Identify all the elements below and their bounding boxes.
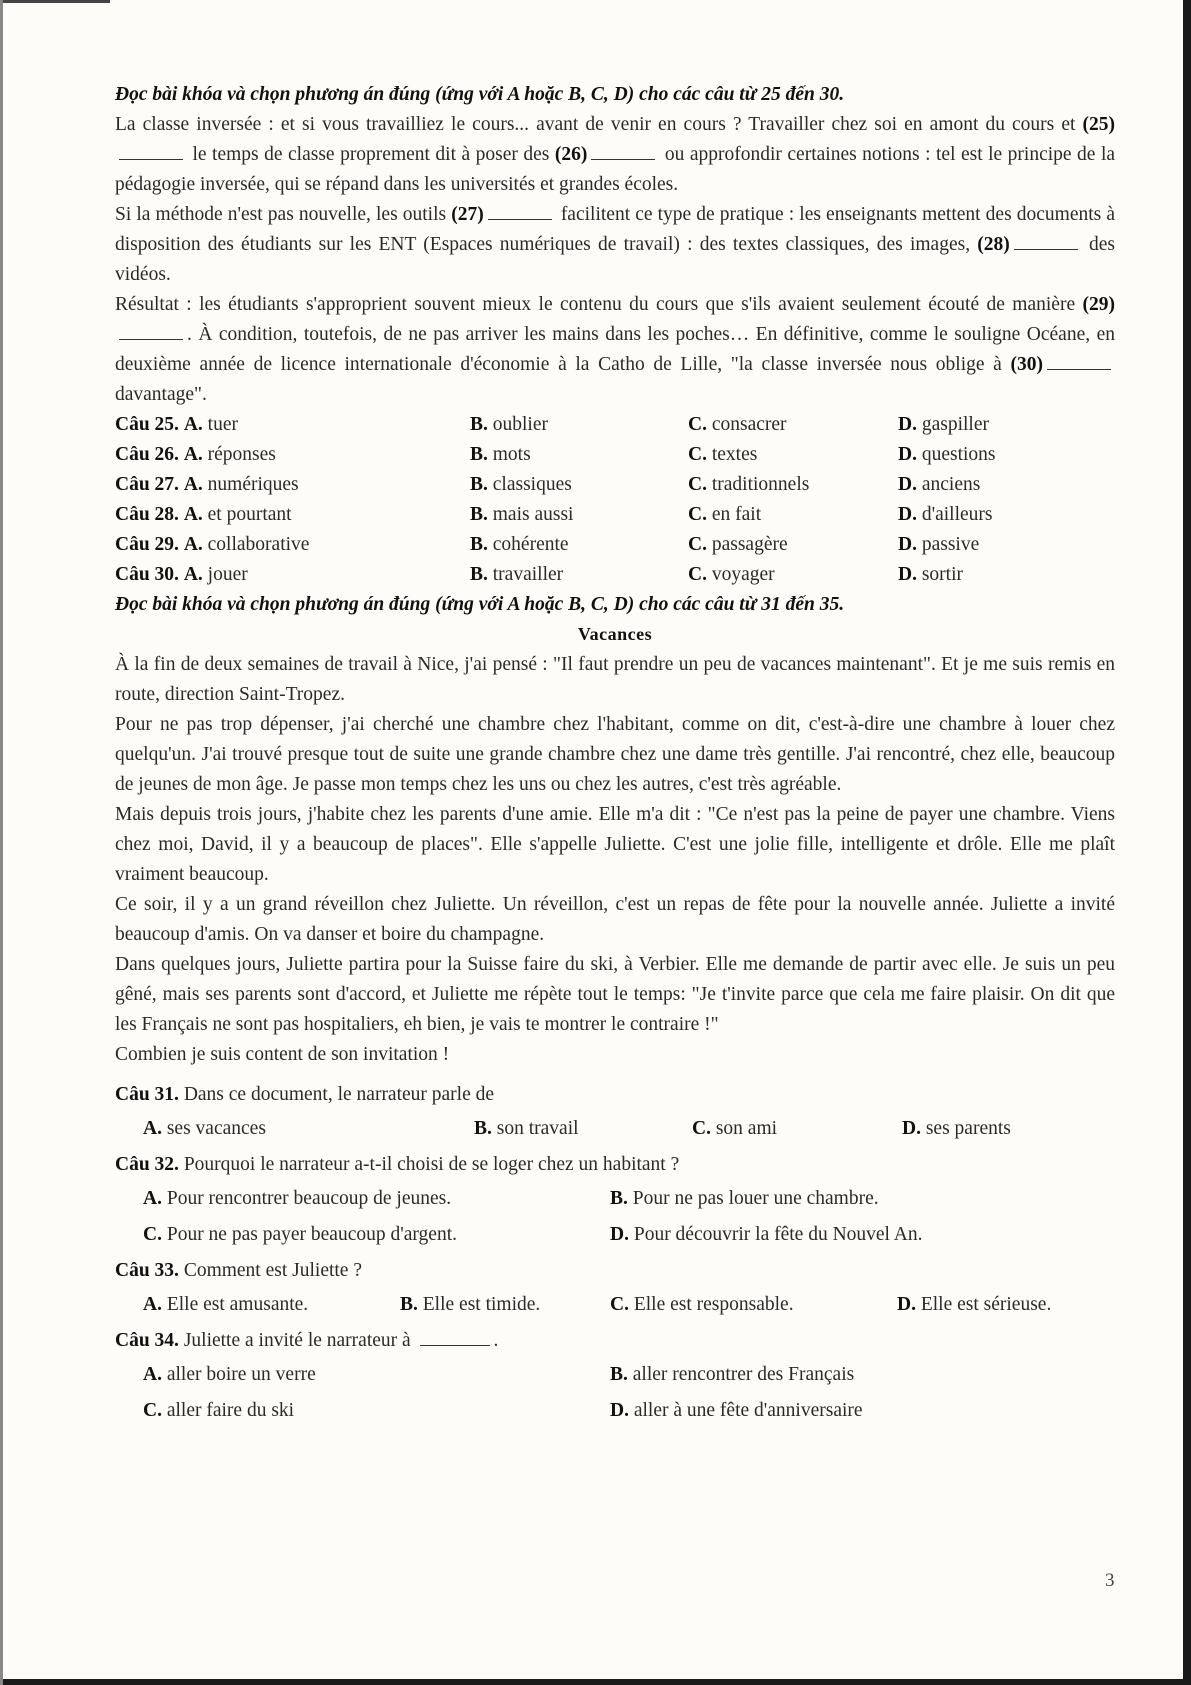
option-letter: B. xyxy=(470,474,488,495)
option-text: Pour rencontrer beaucoup de jeunes. xyxy=(166,1188,452,1209)
question-33 xyxy=(115,1256,1115,1286)
blank-number-28: (28) xyxy=(977,234,1010,255)
passage2-paragraph: Ce soir, il y a un grand réveillon chez Juliette. Un réveillon, c'est un repas de fête pour la nouvelle année. Juliette a invité beaucoup d'amis. On va danser et boire du champagne. xyxy=(115,894,1115,945)
question-34-options-row1 xyxy=(115,1360,1115,1390)
option-text: traditionnels xyxy=(711,474,810,495)
option-letter: C. xyxy=(610,1294,629,1315)
option-c xyxy=(688,440,898,470)
passage2-paragraph: À la fin de deux semaines de travail à Nice, j'ai pensé : "Il faut prendre un peu de vacances maintenant". Et je me suis remis en route, direction Saint-Tropez. xyxy=(115,654,1115,705)
option-text: réponses xyxy=(207,444,276,465)
blank-27 xyxy=(488,203,552,220)
option-b xyxy=(470,470,688,500)
option-letter: D. xyxy=(898,474,917,495)
text: Résultat : les étudiants s'approprient souvent mieux le contenu du cours que s'ils avaient seulement écouté de manière xyxy=(115,294,1076,315)
option-text: voyager xyxy=(711,564,775,585)
option-c xyxy=(688,410,898,440)
option-text: ses parents xyxy=(925,1118,1011,1139)
option-letter: B. xyxy=(470,504,488,525)
options-row xyxy=(115,470,1115,500)
question-32-options-row1 xyxy=(115,1184,1115,1214)
option-letter: A. xyxy=(143,1294,162,1315)
option-letter: C. xyxy=(143,1400,162,1421)
passage1-paragraph2 xyxy=(115,200,1115,290)
option-text: son travail xyxy=(496,1118,579,1139)
passage2-paragraph: Mais depuis trois jours, j'habite chez les parents d'une amie. Elle m'a dit : "Ce n'est pas la peine de payer une chambre. Viens chez moi, David, il y a beaucoup de places". Elle s'appelle Juliette. C'est une jolie fille, intelligente et drôle. Elle me plaît vraiment beaucoup. xyxy=(115,804,1115,885)
option-c xyxy=(692,1114,902,1144)
option-letter: A. xyxy=(183,444,203,465)
passage2-paragraph: Pour ne pas trop dépenser, j'ai cherché une chambre chez l'habitant, comme on dit, c'est-à-dire une chambre à louer chez quelqu'un. J'ai trouvé presque tout de suite une grande chambre chez une dame très gentille. J'ai rencontré, chez elle, beaucoup de jeunes de mon âge. Je passe mon temps chez les uns ou chez les autres, c'est très agréable. xyxy=(115,714,1115,795)
option-text: numériques xyxy=(207,474,299,495)
option-letter: D. xyxy=(897,1294,916,1315)
text: facilitent ce type de pratique : les enseignants mettent des documents à disposition des étudiants sur les ENT (Espaces numériques de travail) : des textes classiques, des images, xyxy=(115,204,1116,255)
option-text: mais aussi xyxy=(492,504,574,525)
question-34-options-row2 xyxy=(115,1396,1115,1426)
option-letter: B. xyxy=(470,444,488,465)
text: Si la méthode n'est pas nouvelle, les outils xyxy=(115,204,447,225)
option-d xyxy=(898,470,1115,500)
option-text: aller boire un verre xyxy=(166,1364,316,1385)
option-letter: D. xyxy=(898,564,917,585)
option-b xyxy=(470,530,688,560)
option-d xyxy=(898,560,1115,590)
blank-28 xyxy=(1014,233,1078,250)
option-a xyxy=(143,1290,400,1320)
option-letter: B. xyxy=(400,1294,418,1315)
option-letter: A. xyxy=(183,534,203,555)
passage1-paragraph1 xyxy=(115,110,1115,200)
option-c xyxy=(688,530,898,560)
options-body xyxy=(115,410,1115,590)
option-text: mots xyxy=(492,444,531,465)
option-text: et pourtant xyxy=(207,504,292,525)
passage1-paragraph3 xyxy=(115,290,1115,410)
option-c xyxy=(688,560,898,590)
blank-number-27: (27) xyxy=(451,204,484,225)
option-letter: B. xyxy=(470,414,488,435)
option-d xyxy=(898,440,1115,470)
passage2-paragraph: Dans quelques jours, Juliette partira pour la Suisse faire du ski, à Verbier. Elle me demande de partir avec elle. Je suis un peu gêné, mais ses parents sont d'accord, et Juliette me répète tout le temps: "Je t'invite parce que cela me faire plaisir. On dit que les Français ne sont pas hospitaliers, eh bien, je vais te montrer le contraire !" xyxy=(115,954,1115,1035)
option-letter: C. xyxy=(692,1118,711,1139)
blank-number-25: (25) xyxy=(1082,114,1116,135)
option-text: consacrer xyxy=(711,414,787,435)
option-letter: B. xyxy=(610,1188,628,1209)
option-text: oublier xyxy=(492,414,548,435)
option-text: classiques xyxy=(492,474,572,495)
question-32-options-row2 xyxy=(115,1220,1115,1250)
question-34 xyxy=(115,1326,1115,1356)
option-letter: B. xyxy=(610,1364,628,1385)
page-content xyxy=(115,80,1115,1432)
option-letter: C. xyxy=(688,534,707,555)
option-text: Elle est amusante. xyxy=(166,1294,309,1315)
blank-30 xyxy=(1047,353,1111,370)
option-b xyxy=(470,440,688,470)
option-letter: A. xyxy=(183,414,203,435)
text: le temps de classe proprement dit à poser des xyxy=(192,144,550,165)
option-letter: A. xyxy=(183,474,203,495)
option-letter: C. xyxy=(688,474,707,495)
option-c xyxy=(143,1396,610,1426)
scan-left-edge xyxy=(0,0,3,1685)
option-a xyxy=(115,560,470,590)
question-label: Câu 31. xyxy=(115,1084,179,1105)
blank-number-29: (29) xyxy=(1082,294,1116,315)
blank-25 xyxy=(119,143,183,160)
option-c xyxy=(610,1290,897,1320)
question-label: Câu 33. xyxy=(115,1260,179,1281)
text: La classe inversée : et si vous travailliez le cours... avant de venir en cours ? Travailler chez soi en amont du cours et xyxy=(115,114,1076,135)
option-letter: D. xyxy=(898,444,917,465)
question-34-blank xyxy=(420,1329,490,1346)
option-a xyxy=(115,470,470,500)
option-text: aller rencontrer des Français xyxy=(632,1364,855,1385)
option-letter: C. xyxy=(688,444,707,465)
option-b xyxy=(470,410,688,440)
option-a xyxy=(143,1184,610,1214)
option-letter: D. xyxy=(898,534,917,555)
option-b xyxy=(610,1360,854,1390)
option-letter: A. xyxy=(183,504,203,525)
passage2-title: Vacances xyxy=(577,624,653,644)
options-row xyxy=(115,440,1115,470)
option-a xyxy=(115,500,470,530)
options-table-25-30 xyxy=(115,410,1115,590)
option-letter: C. xyxy=(143,1224,162,1245)
option-d xyxy=(898,530,1115,560)
option-letter: D. xyxy=(610,1400,629,1421)
option-letter: D. xyxy=(898,504,917,525)
question-label: Câu 32. xyxy=(115,1154,179,1175)
option-text: aller faire du ski xyxy=(166,1400,295,1421)
option-letter: B. xyxy=(470,534,488,555)
options-row xyxy=(115,530,1115,560)
option-a xyxy=(115,410,470,440)
question-33-options xyxy=(115,1290,1115,1320)
text: des vidéos. xyxy=(115,234,1116,285)
option-d xyxy=(897,1290,1051,1320)
option-text: Elle est responsable. xyxy=(633,1294,794,1315)
option-text: Pour ne pas louer une chambre. xyxy=(632,1188,879,1209)
option-text: passagère xyxy=(711,534,788,555)
option-text: sortir xyxy=(921,564,964,585)
option-text: textes xyxy=(711,444,758,465)
option-text: anciens xyxy=(921,474,981,495)
option-d xyxy=(610,1220,922,1250)
option-letter: B. xyxy=(470,564,488,585)
option-text: d'ailleurs xyxy=(921,504,993,525)
instruction-25-30: Đọc bài khóa và chọn phương án đúng (ứng với A hoặc B, C, D) cho các câu từ 25 đến 30. xyxy=(115,84,845,105)
option-letter: A. xyxy=(143,1364,162,1385)
question-31 xyxy=(115,1080,1115,1110)
option-b xyxy=(474,1114,692,1144)
option-letter: C. xyxy=(688,504,707,525)
option-letter: B. xyxy=(474,1118,492,1139)
instruction-31-35: Đọc bài khóa và chọn phương án đúng (ứng với A hoặc B, C, D) cho các câu từ 31 đến 35. xyxy=(115,594,845,615)
option-d xyxy=(898,500,1115,530)
passage2-body xyxy=(115,650,1115,1070)
text: . À condition, toutefois, de ne pas arriver les mains dans les poches… En définitive, comme le souligne Océane, en deuxième année de licence internationale d'économie à la Catho de Lille, "la classe inversée nous oblige à xyxy=(115,324,1115,375)
option-text: questions xyxy=(921,444,996,465)
option-letter: A. xyxy=(143,1118,162,1139)
option-letter: D. xyxy=(902,1118,921,1139)
option-c xyxy=(688,470,898,500)
question-31-options xyxy=(115,1114,1115,1144)
question-label: Câu 34. xyxy=(115,1330,179,1351)
question-text: Pourquoi le narrateur a-t-il choisi de se loger chez un habitant ? xyxy=(183,1154,680,1175)
option-text: tuer xyxy=(207,414,238,435)
option-d xyxy=(610,1396,863,1426)
blank-number-30: (30) xyxy=(1010,354,1043,375)
options-row xyxy=(115,410,1115,440)
option-c xyxy=(143,1220,610,1250)
option-text: Pour découvrir la fête du Nouvel An. xyxy=(633,1224,923,1245)
options-row xyxy=(115,560,1115,590)
text: ou approfondir certaines notions : tel est le principe de la pédagogie inversée, qui se répand dans les universités et grandes écoles. xyxy=(115,144,1116,195)
option-text: Elle est timide. xyxy=(422,1294,541,1315)
option-text: travailler xyxy=(492,564,564,585)
option-text: aller à une fête d'anniversaire xyxy=(633,1400,863,1421)
option-text: ses vacances xyxy=(166,1118,266,1139)
text: davantage". xyxy=(115,384,207,405)
question-label: Câu 26. xyxy=(115,444,179,465)
option-text: son ami xyxy=(715,1118,778,1139)
option-d xyxy=(902,1114,1011,1144)
option-a xyxy=(115,530,470,560)
option-text: Elle est sérieuse. xyxy=(920,1294,1052,1315)
question-label: Câu 27. xyxy=(115,474,179,495)
option-letter: A. xyxy=(183,564,203,585)
option-text: passive xyxy=(921,534,980,555)
option-text: jouer xyxy=(207,564,248,585)
option-text: cohérente xyxy=(492,534,569,555)
question-text: Dans ce document, le narrateur parle de xyxy=(183,1084,495,1105)
question-32 xyxy=(115,1150,1115,1180)
blank-29 xyxy=(119,323,183,340)
option-text: Pour ne pas payer beaucoup d'argent. xyxy=(166,1224,457,1245)
option-letter: C. xyxy=(688,564,707,585)
blank-number-26: (26) xyxy=(554,144,588,165)
option-text: collaborative xyxy=(207,534,310,555)
question-label: Câu 25. xyxy=(115,414,179,435)
options-row xyxy=(115,500,1115,530)
option-a xyxy=(115,440,470,470)
page-number: 3 xyxy=(1105,1570,1115,1591)
option-letter: C. xyxy=(688,414,707,435)
option-letter: D. xyxy=(898,414,917,435)
option-c xyxy=(688,500,898,530)
option-d xyxy=(898,410,1115,440)
option-a xyxy=(143,1360,610,1390)
question-end: . xyxy=(493,1330,499,1351)
question-label: Câu 30. xyxy=(115,564,179,585)
option-text: en fait xyxy=(711,504,762,525)
blank-26 xyxy=(591,143,655,160)
scan-edge-mark xyxy=(0,0,110,3)
option-b xyxy=(610,1184,879,1214)
option-letter: D. xyxy=(610,1224,629,1245)
option-b xyxy=(400,1290,610,1320)
option-letter: A. xyxy=(143,1188,162,1209)
option-a xyxy=(143,1114,474,1144)
option-text: gaspiller xyxy=(921,414,989,435)
option-b xyxy=(470,560,688,590)
passage2-paragraph: Combien je suis content de son invitation ! xyxy=(115,1044,450,1065)
question-text: Juliette a invité le narrateur à xyxy=(183,1330,411,1351)
option-b xyxy=(470,500,688,530)
question-label: Câu 28. xyxy=(115,504,179,525)
question-label: Câu 29. xyxy=(115,534,179,555)
question-text: Comment est Juliette ? xyxy=(183,1260,362,1281)
